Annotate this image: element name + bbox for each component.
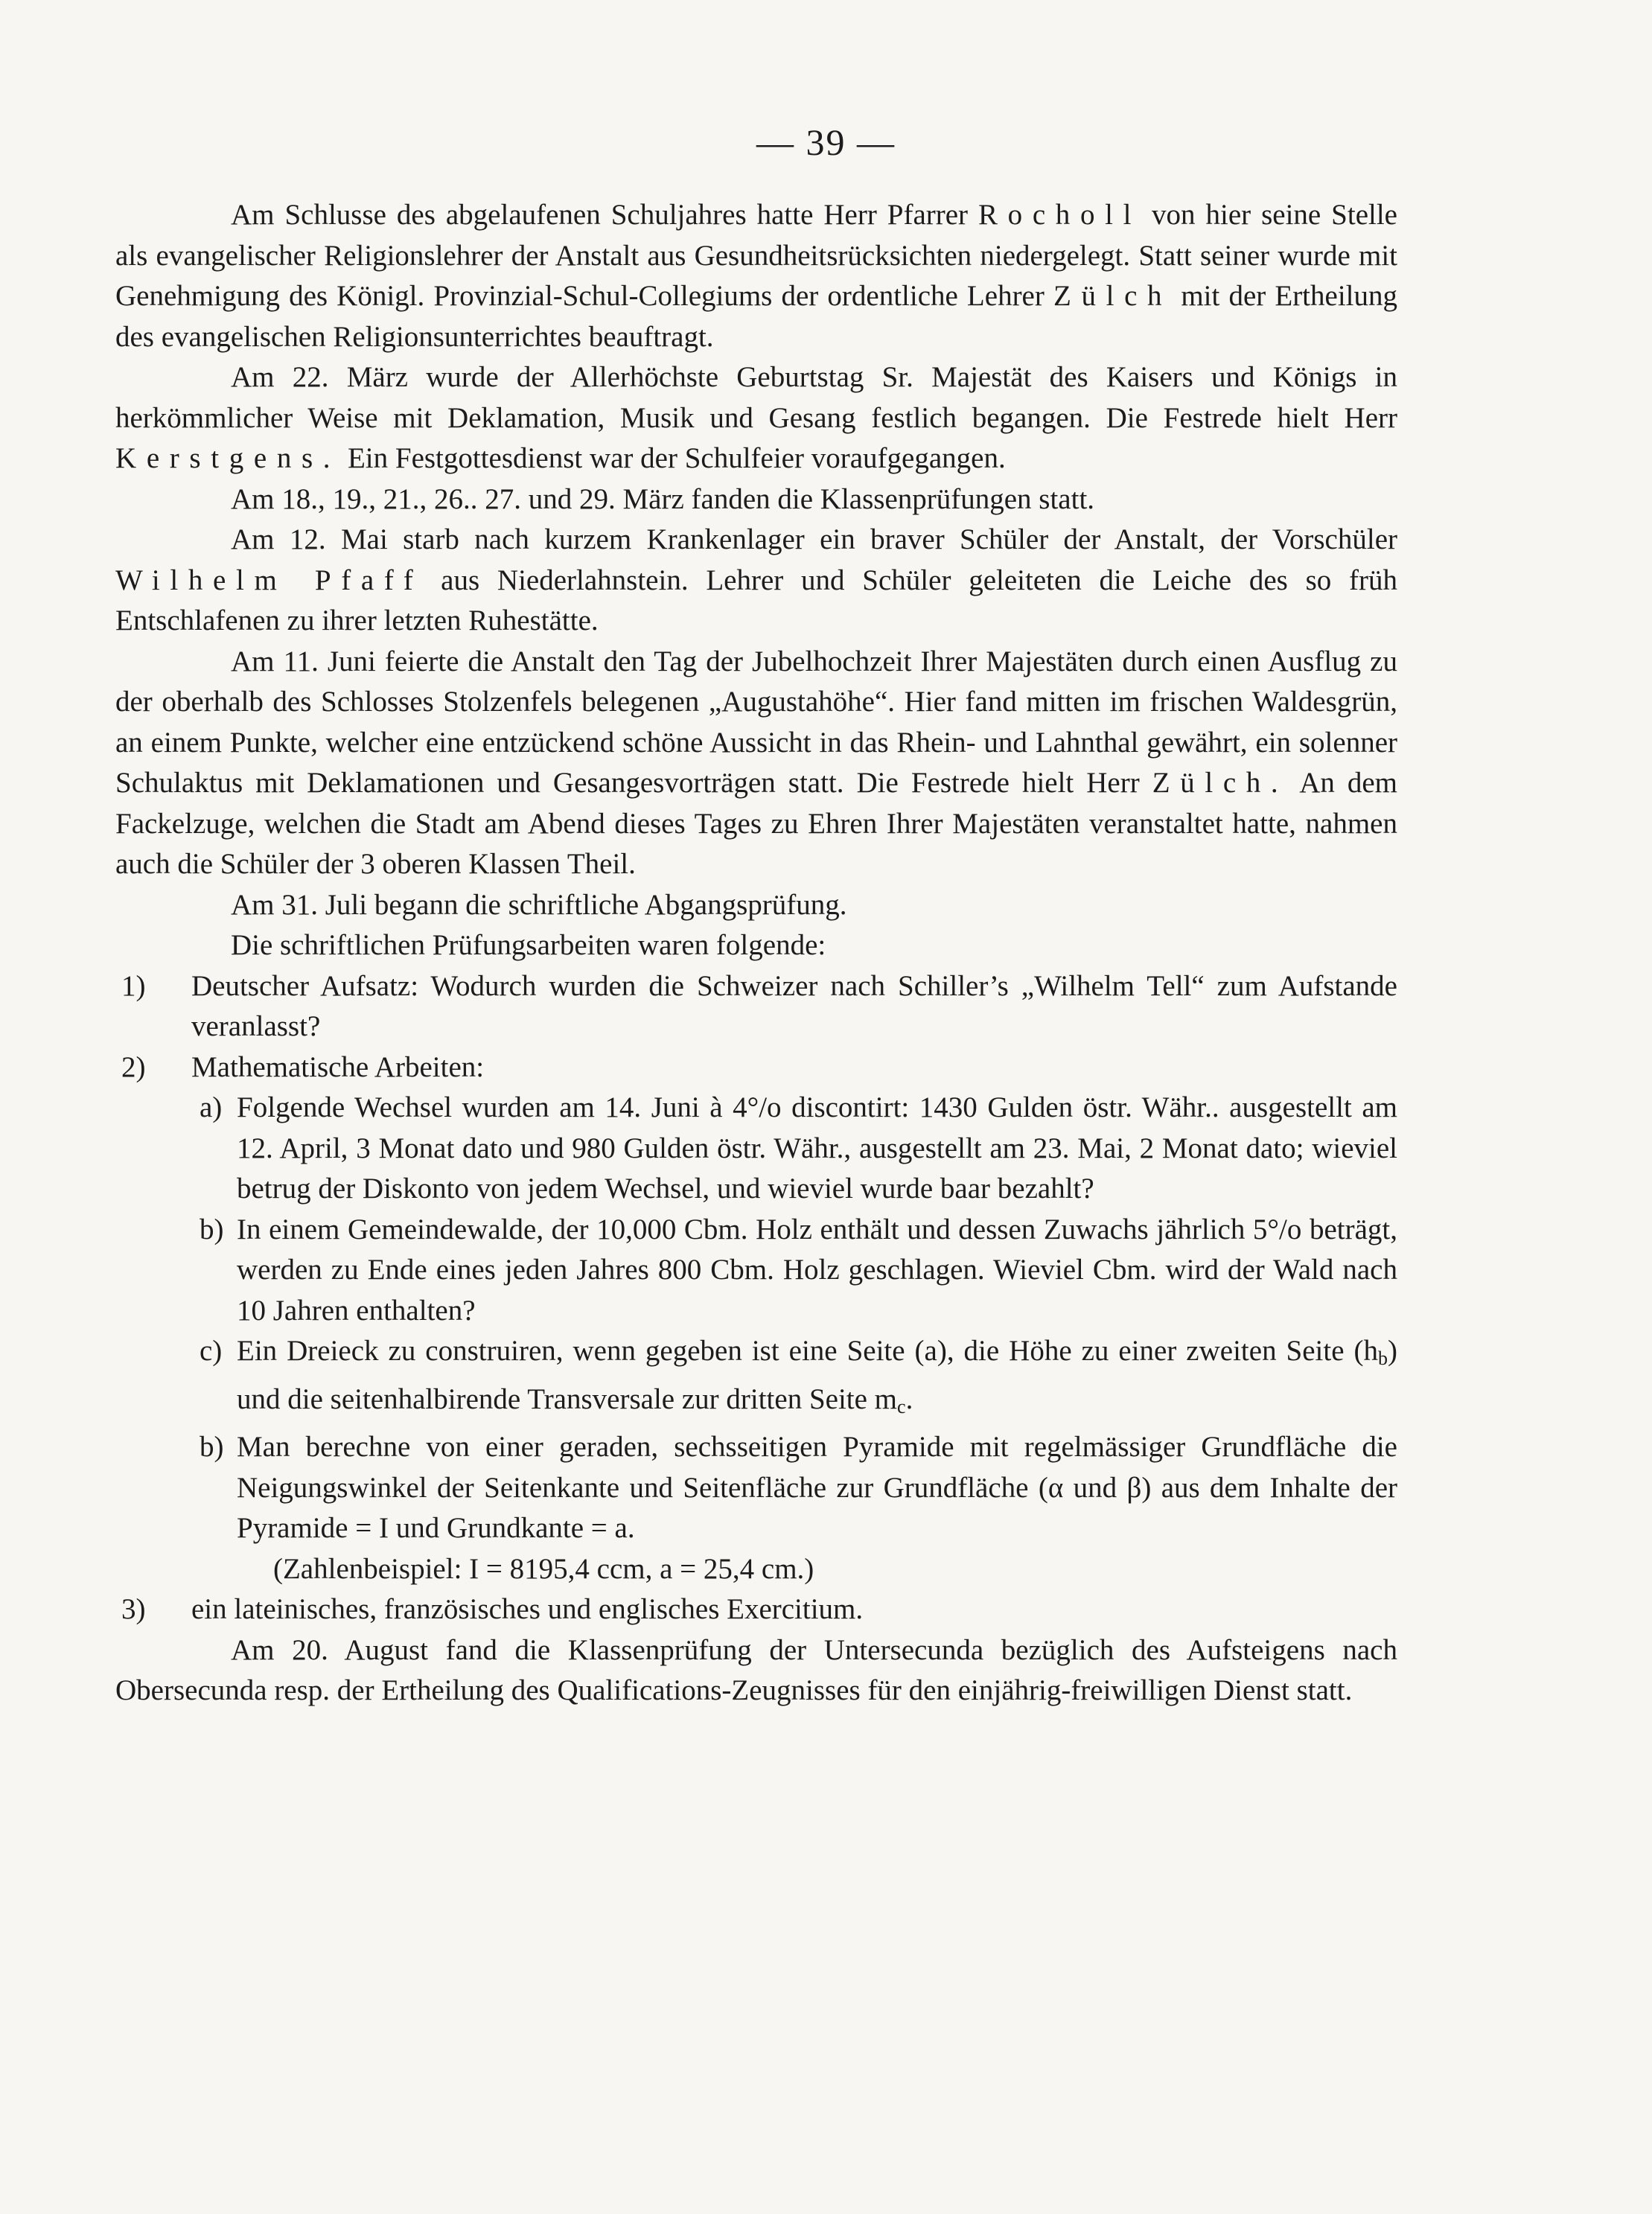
subscript: c [897,1395,906,1417]
subscript: b [1378,1347,1388,1369]
paragraph: Am 20. August fand die Klassenprüfung der Untersecunda bezüglich des Aufsteigens nach Obersecunda resp. der Ertheilung des Qualifications-Zeugnisses für den einjährig-freiwilligen Dienst statt. [115,1633,1397,1706]
paragraph: Am 31. Juli begann die schriftliche Abgangsprüfung. [231,888,847,921]
person-name: Kerstgens. [115,442,341,474]
text-run: aus Niederlahnstein. Lehrer und Schüler geleiteten die Leiche des so früh Entschlafenen zu ihrer letzten Ruhestätte. [115,564,1398,637]
item-text: Deutscher Aufsatz: Wodurch wurden die Schweizer nach Schiller’s „Wilhelm Tell“ zum Aufstande veranlasst? [191,969,1397,1042]
paragraph [115,642,1397,885]
numeric-example: (Zahlenbeispiel: I = 8195,4 ccm, a = 25,4 cm.) [273,1552,814,1585]
text-run: An dem Fackelzuge, welchen die Stadt am Abend dieses Tages zu Ehren Ihrer Majestäten veranstaltet hatte, nahmen auch die Schüler der 3 oberen Klassen Theil. [115,767,1397,880]
item-text: Mathematische Arbeiten: [191,1050,485,1083]
subitem-text: Ein Dreieck zu construiren, wenn gegeben ist eine Seite (a), die Höhe zu einer zweiten Seite (h [237,1335,1378,1367]
text-run: mit der Ertheilung des evangelischen Religionsunterrichtes beauftragt. [115,280,1397,353]
paragraph [115,195,1397,357]
subitem-text: ) und die seitenhalbirende Transversale zur dritten Seite m [237,1335,1397,1415]
subitem-label: b) [200,1431,224,1463]
paragraph [115,520,1397,642]
exam-subitem [115,1331,1397,1427]
text-run: von hier seine Stelle als evangelischer Religionslehrer der Anstalt aus Gesundheitsrücksichten niedergelegt. Statt seiner wurde mit Genehmigung des Königl. Provinzial-Schul-Collegiums der ordentliche Lehrer [115,199,1397,312]
exam-subitem [115,1210,1397,1332]
exam-subitem [115,1088,1397,1210]
text-run: Ein Festgottesdienst war der Schulfeier voraufgegangen. [340,442,1006,474]
person-name: Wilhelm Pfaff [115,564,424,596]
person-name: Zülch. [1152,767,1289,799]
paragraph [115,357,1397,479]
page-number: — 39 — [756,121,896,163]
person-name: Zülch [1053,280,1173,312]
text-run: Am 22. März wurde der Allerhöchste Geburtstag Sr. Majestät des Kaisers und Königs in herkömmlicher Weise mit Deklamation, Musik und Gesang festlich begangen. Die Festrede hielt Herr [115,361,1397,434]
body-text [115,195,1397,1711]
exam-item [115,1047,1397,1088]
subitem-text: Folgende Wechsel wurden am 14. Juni à 4°/o discontirt: 1430 Gulden östr. Währ.. ausgestellt am 12. April, 3 Monat dato und 980 Gulden östr. Währ., ausgestellt am 23. Mai, 2 Monat dato; wieviel betrug der Diskonto von jedem Wechsel, und wieviel wurde baar bezahlt? [237,1091,1397,1205]
subitem-label: a) [200,1091,223,1123]
subitem-text: In einem Gemeindewalde, der 10,000 Cbm. Holz enthält und dessen Zuwachs jährlich 5°/o beträgt, werden zu Ende eines jeden Jahres 800 Cbm. Holz geschlagen. Wieviel Cbm. wird der Wald nach 10 Jahren enthalten? [237,1213,1397,1327]
paragraph: Die schriftlichen Prüfungsarbeiten waren folgende: [231,929,826,961]
item-text: ein lateinisches, französisches und englisches Exercitium. [191,1593,864,1625]
text-run: Am Schlusse des abgelaufenen Schuljahres hatte Herr Pfarrer [231,199,979,231]
subitem-label: b) [200,1213,224,1245]
exam-item [115,1589,1397,1630]
subitem-text: Man berechne von einer geraden, sechsseitigen Pyramide mit regelmässiger Grundfläche die Neigungswinkel der Seitenkante und Seitenfläche zur Grundfläche (α und β) aus dem Inhalte der Pyramide = I und Grundkante = a. [237,1431,1397,1544]
exam-subitem [115,1427,1397,1549]
subitem-text: . [905,1382,913,1415]
item-label: 1) [121,969,146,1002]
text-run: Am 12. Mai starb nach kurzem Krankenlager ein braver Schüler der Anstalt, der Vorschüler [231,523,1397,555]
person-name: Rocholl [978,199,1142,231]
paragraph: Am 18., 19., 21., 26.. 27. und 29. März fanden die Klassenprüfungen statt. [231,482,1095,515]
text-run: Am 11. Juni feierte die Anstalt den Tag der Jubelhochzeit Ihrer Majestäten durch einen Ausflug zu der oberhalb des Schlosses Stolzenfels belegenen „Augustahöhe“. Hier fand mitten im frischen Waldesgrün, an einem Punkte, welcher eine entzückend schöne Aussicht in das Rhein- und Lahnthal gewährt, ein solenner Schulaktus mit Deklamationen und Gesangesvorträgen statt. Die Festrede hielt Herr [115,645,1397,799]
item-label: 2) [121,1050,146,1083]
exam-item [115,966,1397,1047]
item-label: 3) [121,1593,146,1625]
subitem-label: c) [200,1335,223,1367]
